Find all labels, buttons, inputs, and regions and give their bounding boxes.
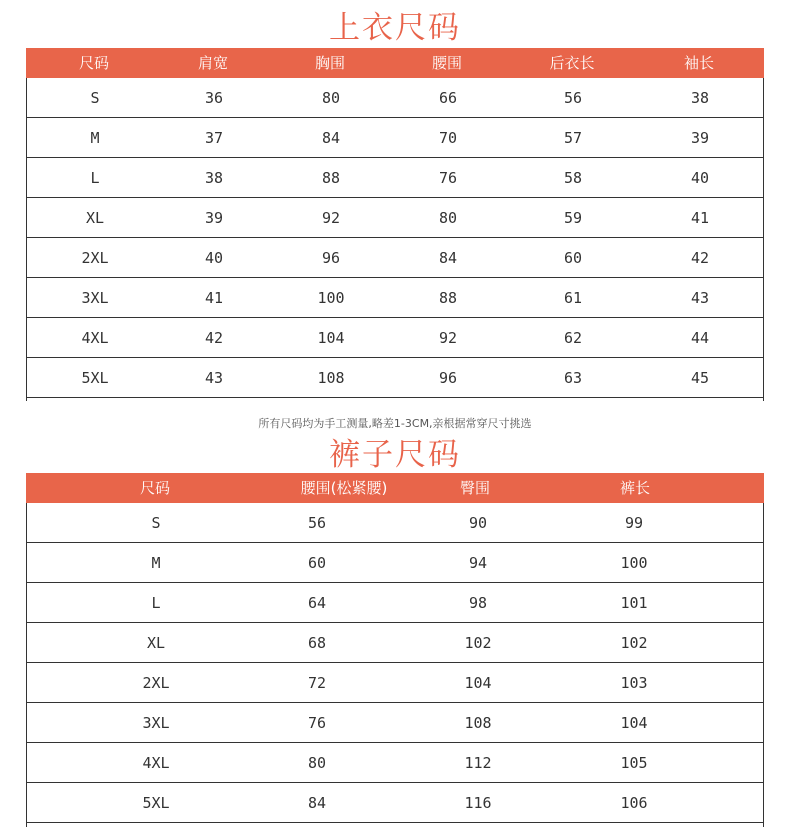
table-cell: 112 xyxy=(464,754,492,772)
bottom-header-cell: 裤长 xyxy=(619,479,651,497)
table-cell: 43 xyxy=(204,369,224,387)
table-cell: 68 xyxy=(307,634,327,652)
top-table-header xyxy=(26,48,764,78)
table-cell: 42 xyxy=(204,329,224,347)
table-cell: 60 xyxy=(563,249,583,267)
table-cell: XL xyxy=(146,634,166,652)
table-row xyxy=(27,198,763,238)
bottom-header-cell: 臀围 xyxy=(459,479,491,497)
table-cell: M xyxy=(151,554,161,572)
table-cell: 45 xyxy=(690,369,710,387)
pants-size-title: 裤子尺码 xyxy=(329,437,461,473)
top-size-title: 上衣尺码 xyxy=(329,10,461,46)
table-cell: 66 xyxy=(438,89,458,107)
table-row xyxy=(27,318,763,358)
table-cell: 42 xyxy=(690,249,710,267)
table-row xyxy=(27,503,763,543)
table-cell: 64 xyxy=(307,594,327,612)
table-cell: 96 xyxy=(321,249,341,267)
table-cell: 39 xyxy=(690,129,710,147)
bottom-header-cell: 腰围(松紧腰) xyxy=(300,479,388,497)
table-cell: XL xyxy=(85,209,105,227)
table-cell: 44 xyxy=(690,329,710,347)
table-cell: 56 xyxy=(563,89,583,107)
table-cell: 105 xyxy=(620,754,648,772)
table-cell: 40 xyxy=(204,249,224,267)
table-cell: 3XL xyxy=(142,714,170,732)
table-cell: 102 xyxy=(464,634,492,652)
table-cell: 98 xyxy=(468,594,488,612)
table-cell: 4XL xyxy=(142,754,170,772)
table-row xyxy=(27,543,763,583)
table-cell: 84 xyxy=(321,129,341,147)
table-cell: 38 xyxy=(690,89,710,107)
table-cell: 92 xyxy=(438,329,458,347)
table-row xyxy=(27,583,763,623)
table-cell: 2XL xyxy=(142,674,170,692)
pants-table-header xyxy=(26,473,764,503)
table-cell: 41 xyxy=(690,209,710,227)
table-cell: 94 xyxy=(468,554,488,572)
table-cell: 104 xyxy=(620,714,648,732)
table-cell: 70 xyxy=(438,129,458,147)
table-cell: 38 xyxy=(204,169,224,187)
table-cell: 104 xyxy=(317,329,345,347)
table-cell: M xyxy=(90,129,100,147)
table-row xyxy=(27,278,763,318)
table-cell: 40 xyxy=(690,169,710,187)
table-cell: S xyxy=(90,89,100,107)
table-cell: 3XL xyxy=(81,289,109,307)
table-cell: 76 xyxy=(438,169,458,187)
table-cell: 41 xyxy=(204,289,224,307)
table-cell: 103 xyxy=(620,674,648,692)
top-header-cell: 肩宽 xyxy=(197,54,229,72)
table-cell: 80 xyxy=(438,209,458,227)
table-row xyxy=(27,358,763,398)
table-cell: 88 xyxy=(321,169,341,187)
table-cell: 99 xyxy=(624,514,644,532)
table-cell: 60 xyxy=(307,554,327,572)
table-row xyxy=(27,78,763,118)
table-row xyxy=(27,663,763,703)
table-cell: 80 xyxy=(307,754,327,772)
top-header-cell: 袖长 xyxy=(683,54,715,72)
table-cell: 90 xyxy=(468,514,488,532)
table-cell: 72 xyxy=(307,674,327,692)
table-cell: 57 xyxy=(563,129,583,147)
top-size-table xyxy=(26,48,764,401)
table-row xyxy=(27,623,763,663)
table-cell: 56 xyxy=(307,514,327,532)
table-cell: 61 xyxy=(563,289,583,307)
table-row xyxy=(27,238,763,278)
table-cell: 84 xyxy=(307,794,327,812)
table-cell: 102 xyxy=(620,634,648,652)
table-cell: 62 xyxy=(563,329,583,347)
table-cell: 106 xyxy=(620,794,648,812)
table-row xyxy=(27,703,763,743)
table-cell: 59 xyxy=(563,209,583,227)
table-cell: 4XL xyxy=(81,329,109,347)
table-cell: 88 xyxy=(438,289,458,307)
top-table-body xyxy=(26,78,764,401)
pants-size-table xyxy=(26,473,764,827)
table-cell: 108 xyxy=(464,714,492,732)
table-cell: 108 xyxy=(317,369,345,387)
table-cell: 100 xyxy=(620,554,648,572)
table-cell: 100 xyxy=(317,289,345,307)
top-header-cell: 腰围 xyxy=(431,54,463,72)
table-row xyxy=(27,783,763,823)
table-cell: 76 xyxy=(307,714,327,732)
measurement-note: 所有尺码均为手工测量,略差1-3CM,亲根据常穿尺寸挑选 xyxy=(258,417,532,430)
top-header-cell: 胸围 xyxy=(314,54,346,72)
table-cell: L xyxy=(151,594,161,612)
table-cell: 96 xyxy=(438,369,458,387)
top-header-cell: 后衣长 xyxy=(549,54,595,72)
top-header-cell: 尺码 xyxy=(78,54,110,72)
table-cell: 84 xyxy=(438,249,458,267)
table-cell: 43 xyxy=(690,289,710,307)
table-cell: 116 xyxy=(464,794,492,812)
table-cell: 36 xyxy=(204,89,224,107)
table-cell: 5XL xyxy=(142,794,170,812)
pants-table-body xyxy=(26,503,764,827)
table-cell: 37 xyxy=(204,129,224,147)
table-cell: L xyxy=(90,169,100,187)
table-cell: 101 xyxy=(620,594,648,612)
table-cell: 58 xyxy=(563,169,583,187)
table-cell: 92 xyxy=(321,209,341,227)
bottom-header-cell: 尺码 xyxy=(139,479,171,497)
table-cell: 5XL xyxy=(81,369,109,387)
table-row xyxy=(27,118,763,158)
table-row xyxy=(27,158,763,198)
table-cell: S xyxy=(151,514,161,532)
table-cell: 80 xyxy=(321,89,341,107)
table-cell: 2XL xyxy=(81,249,109,267)
table-cell: 104 xyxy=(464,674,492,692)
table-row xyxy=(27,743,763,783)
table-cell: 39 xyxy=(204,209,224,227)
table-cell: 63 xyxy=(563,369,583,387)
